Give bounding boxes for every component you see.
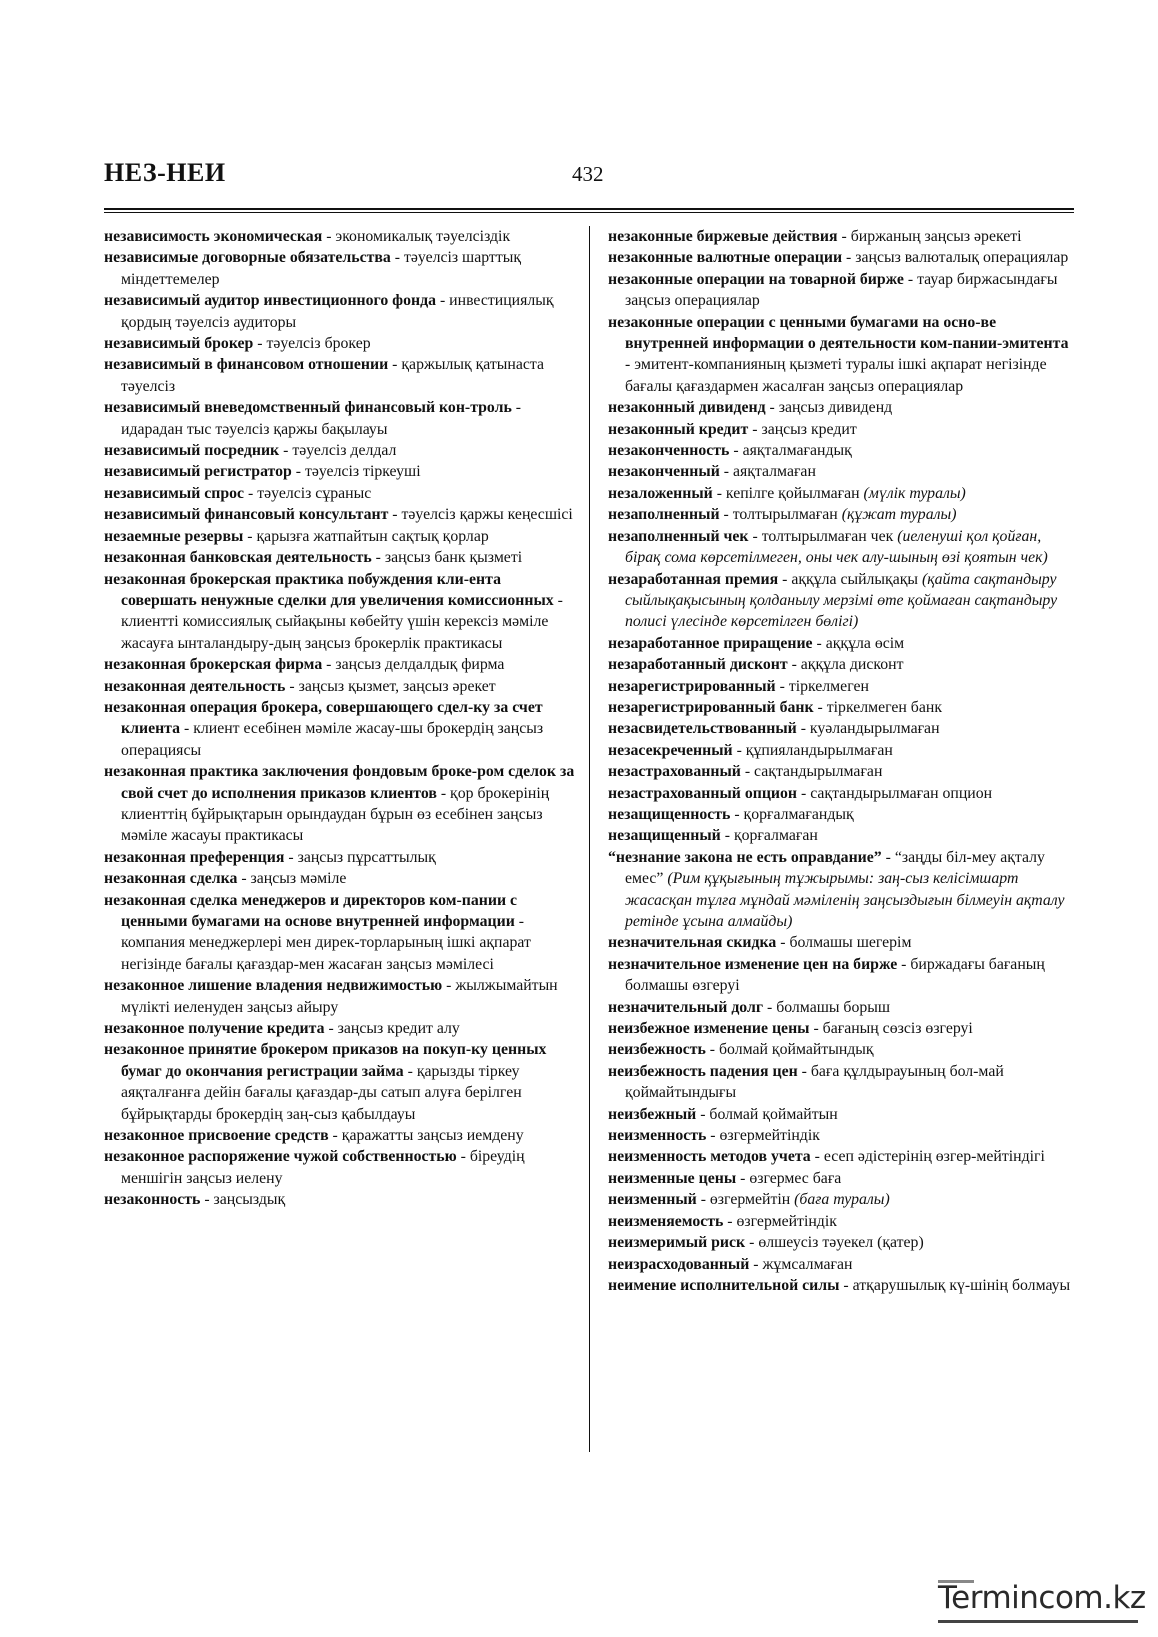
entry-term: незаконные операции на товарной бирже <box>608 270 904 288</box>
entry-translation: - тіркелмеген банк <box>813 698 942 716</box>
dictionary-entry <box>104 1125 576 1146</box>
entry-translation: - болмай қоймайтындық <box>705 1041 874 1059</box>
entry-translation: - аққұла сыйлықақы <box>778 570 922 588</box>
site-watermark <box>938 1580 1148 1624</box>
entry-term: незаконный дивиденд <box>608 399 766 417</box>
entry-term: неизмеримый риск <box>608 1234 746 1252</box>
entry-term: “незнание закона не есть оправдание” <box>608 848 882 866</box>
dictionary-entry <box>608 1189 1076 1210</box>
entry-translation: - заңсыз банк қызметі <box>371 549 523 567</box>
entry-translation: - аяқталмаған <box>719 463 816 481</box>
entry-translation: - өзгермейтін <box>696 1191 795 1209</box>
entry-term: незаконное получение кредита <box>104 1020 325 1038</box>
entry-term: незаконная сделка менеджеров и директоров ком-пании с ценными бумагами на основе внутренней информации <box>104 891 518 930</box>
entry-note: (баға туралы) <box>794 1191 890 1209</box>
entry-translation: - биржаның заңсыз әрекеті <box>837 228 1022 245</box>
entry-translation: - биржадағы бағаның болмашы өзгеруі <box>625 955 1045 995</box>
entry-translation: - тәуелсіз брокер <box>253 335 371 353</box>
entry-term: незаработанный дисконт <box>608 656 788 674</box>
dictionary-entry <box>104 547 576 568</box>
entry-term: неимение исполнительной силы <box>608 1276 840 1294</box>
entry-term: незастрахованный опцион <box>608 784 798 802</box>
entry-term: незаконная операция брокера, совершающего сдел-ку за счет клиента <box>104 698 543 738</box>
entry-translation: - болмашы борыш <box>763 998 891 1016</box>
entry-term: независимый аудитор инвестиционного фонда <box>104 292 436 310</box>
dictionary-entry <box>104 247 576 290</box>
entry-translation: - қорғалмағандық <box>730 805 854 823</box>
dictionary-entry <box>608 761 1076 782</box>
dictionary-entry <box>104 461 576 482</box>
dictionary-entry <box>608 740 1076 761</box>
dictionary-entry <box>104 226 576 247</box>
dictionary-entry <box>104 440 576 461</box>
entry-translation: - қарызға жатпайтын сақтық қорлар <box>243 527 489 545</box>
dictionary-entry <box>608 1254 1076 1275</box>
entry-term: неизрасходованный <box>608 1255 750 1273</box>
entry-translation: - инвестициялық қордың тәуелсіз аудиторы <box>121 292 554 331</box>
entry-term: незаконное принятие брокером приказов на покуп-ку ценных бумаг до окончания регистрации займа <box>104 1041 547 1080</box>
entry-term: незаполненный чек <box>608 527 749 545</box>
entry-translation: - заңсыз делдалдық фирма <box>322 656 505 674</box>
entry-translation: - болмашы шегерім <box>776 934 912 952</box>
header-rule-thin <box>104 212 1074 213</box>
entry-translation: - экономикалық тәуелсіздік <box>322 228 511 245</box>
entry-term: незаемные резервы <box>104 527 244 545</box>
dictionary-entry <box>608 718 1076 739</box>
entry-term: незаконная преференция <box>104 848 285 866</box>
dictionary-entry <box>104 847 576 868</box>
dictionary-entry <box>608 226 1076 247</box>
entry-translation: - қорғалмаған <box>720 827 818 845</box>
entry-term: незаконная брокерская практика побуждения кли-ента совершать ненужные сделки для увеличения комиссионных <box>104 570 554 609</box>
entry-term: незаконная сделка <box>104 870 238 888</box>
dictionary-entry <box>608 676 1076 697</box>
entry-term: незаконные биржевые действия <box>608 228 838 245</box>
dictionary-entry <box>104 890 576 976</box>
dictionary-entry <box>608 654 1076 675</box>
entry-translation: - қарызды тіркеу аяқталғанға дейін бағалы қағаздар-ды сатып алуға берілген бұйрықтарды брокердің заң-сыз қабылдауы <box>121 1062 522 1123</box>
entry-translation: - құпияландырылмаған <box>732 741 893 759</box>
entry-translation: - заңсыз валюталық операциялар <box>842 249 1069 267</box>
entry-term: независимый в финансовом отношении <box>104 356 389 374</box>
entry-translation: - қаражатты заңсыз иемдену <box>328 1127 524 1145</box>
dictionary-entry <box>608 569 1076 633</box>
dictionary-entry <box>608 932 1076 953</box>
entry-translation: - заңсыз мәміле <box>237 870 347 888</box>
entry-translation: - аққұла өсім <box>812 634 905 652</box>
entry-term: незаконное распоряжение чужой собственностью <box>104 1148 457 1166</box>
watermark-text: Termincom.kz <box>938 1580 1146 1616</box>
entry-term: неизменяемость <box>608 1212 724 1230</box>
entry-term: незаконченность <box>608 442 730 460</box>
entry-term: незаконное присвоение средств <box>104 1127 329 1145</box>
entry-translation: - заңсыз пұрсаттылық <box>284 848 436 866</box>
dictionary-entry <box>608 312 1076 398</box>
entry-translation: - өзгермейтіндік <box>706 1127 820 1145</box>
dictionary-entry <box>608 997 1076 1018</box>
entry-note: (Рим құқығының тұжырымы: заң-сыз келісімшарт жасасқан тұлға мұндай мәміленің заңсыздығын білмеуін ақталу ретінде ұсына алмайды) <box>625 870 1065 930</box>
dictionary-entry <box>104 1146 576 1189</box>
dictionary-entry <box>608 1275 1076 1296</box>
dictionary-entry <box>104 569 576 655</box>
dictionary-entry <box>104 1189 576 1210</box>
entry-translation: - заңсыз дивиденд <box>765 399 893 417</box>
dictionary-entry <box>608 633 1076 654</box>
entry-term: независимый брокер <box>104 335 254 353</box>
dictionary-entry <box>608 247 1076 268</box>
dictionary-entry <box>104 868 576 889</box>
dictionary-entry <box>608 1039 1076 1060</box>
entry-term: незначительное изменение цен на бирже <box>608 955 898 973</box>
dictionary-entry <box>104 975 576 1018</box>
entry-translation: - қор брокерінің клиенттің бұйрықтарын орындаудан бұрын өз есебінен заңсыз мәміле жасауы практикасы <box>121 784 550 845</box>
dictionary-entry <box>104 1018 576 1039</box>
entry-translation: - тәуелсіз шарттық міндеттемелер <box>121 249 522 288</box>
entry-term: незарегистрированный банк <box>608 698 814 716</box>
entry-translation: - тіркелмеген <box>775 677 869 695</box>
column-divider <box>589 226 590 1452</box>
entry-term: незаконные валютные операции <box>608 249 843 267</box>
entry-translation: - эмитент-компанияның қызметі туралы ішкі ақпарат негізінде бағалы қағаздармен жасалған заңсыз операциялар <box>625 356 1047 395</box>
entry-translation: - бағаның сөзсіз өзгеруі <box>809 1020 973 1038</box>
entry-term: независимые договорные обязательства <box>104 249 391 267</box>
dictionary-entry <box>608 825 1076 846</box>
entry-translation: - толтырылмаған чек <box>748 527 898 545</box>
entry-translation: - клиентті комиссиялық сыйақыны көбейту үшін керексіз мәміле жасауға ынталандыру-дың заңсыз брокерлік практикасы <box>121 591 563 652</box>
entry-translation: - аққұла дисконт <box>787 656 904 674</box>
entry-translation: - куәландырылмаған <box>796 720 940 738</box>
dictionary-entry <box>104 504 576 525</box>
entry-translation: - тауар биржасындағы заңсыз операциялар <box>625 270 1058 310</box>
entry-term: независимый вневедомственный финансовый кон-троль <box>104 399 512 417</box>
entry-term: незначительная скидка <box>608 934 777 952</box>
dictionary-entry <box>608 440 1076 461</box>
dictionary-entry <box>608 783 1076 804</box>
right-column <box>608 226 1076 1296</box>
entry-term: независимый посредник <box>104 442 280 460</box>
entry-translation: - тәуелсіз сұраныс <box>244 484 372 502</box>
entry-translation: - заңсыз кредит <box>748 420 857 438</box>
entry-note: (мүлік туралы) <box>863 484 966 502</box>
entry-translation: - тәуелсіз қаржы кеңесшісі <box>388 506 573 524</box>
dictionary-entry <box>104 526 576 547</box>
entry-translation: - тәуелсіз делдал <box>279 442 397 460</box>
entry-term: неизменный <box>608 1191 697 1209</box>
dictionary-entry <box>104 354 576 397</box>
entry-translation: - есеп әдістерінің өзгер-мейтіндігі <box>810 1148 1045 1166</box>
dictionary-entry <box>104 397 576 440</box>
entry-translation: - баға құлдырауының бол-май қоймайтындығы <box>625 1062 1004 1102</box>
entry-translation: - болмай қоймайтын <box>696 1105 838 1123</box>
entry-term: незаконные операции с ценными бумагами на осно-ве внутренней информации о деятельности ком-пании-эмитента <box>608 313 1069 353</box>
page-header-title: НЕЗ-НЕИ <box>104 158 226 187</box>
entry-term: незаконность <box>104 1191 201 1209</box>
entry-translation: - “заңды біл-меу ақталу емес” <box>625 848 1045 888</box>
dictionary-entry <box>104 290 576 333</box>
entry-term: незаконный кредит <box>608 420 749 438</box>
entry-term: неизбежность <box>608 1041 706 1059</box>
dictionary-entry <box>608 397 1076 418</box>
page-number: 432 <box>572 162 604 186</box>
entry-term: неизменные цены <box>608 1169 737 1187</box>
entry-translation: - өзгермес баға <box>736 1169 842 1187</box>
entry-term: неизбежное изменение цены <box>608 1020 810 1038</box>
entry-term: незаработанное приращение <box>608 634 813 652</box>
dictionary-entry <box>608 804 1076 825</box>
dictionary-entry <box>608 847 1076 933</box>
dictionary-entry <box>608 504 1076 525</box>
entry-term: незаконченный <box>608 463 720 481</box>
entry-term: независимый регистратор <box>104 463 292 481</box>
entry-translation: - сақтандырылмаған <box>740 763 883 781</box>
entry-translation: - толтырылмаған <box>719 506 842 524</box>
dictionary-entry <box>608 1146 1076 1167</box>
entry-translation: - заңсыз қызмет, заңсыз әрекет <box>285 677 496 695</box>
entry-term: незаработанная премия <box>608 570 779 588</box>
entry-translation: - өзгермейтіндік <box>723 1212 837 1230</box>
dictionary-entry <box>608 1104 1076 1125</box>
dictionary-entry <box>608 269 1076 312</box>
dictionary-entry <box>608 461 1076 482</box>
dictionary-entry <box>104 1039 576 1125</box>
left-column <box>104 226 576 1211</box>
entry-translation: - біреудің меншігін заңсыз иелену <box>121 1148 525 1187</box>
entry-note: (құжат туралы) <box>841 506 957 524</box>
entry-term: неизбежность падения цен <box>608 1062 798 1080</box>
dictionary-entry <box>608 483 1076 504</box>
entry-translation: - тәуелсіз тіркеуші <box>291 463 421 481</box>
entry-term: независимый финансовый консультант <box>104 506 389 524</box>
entry-translation: - өлшеусіз тәуекел (қатер) <box>745 1234 924 1252</box>
entry-translation: - атқарушылық кү-шінің болмауы <box>839 1276 1071 1294</box>
entry-term: незащищенность <box>608 805 731 823</box>
entry-note: (иеленуші қол қойған, бірақ сома көрсетілмеген, оны чек алу-шының өзі қоятын чек) <box>625 527 1048 567</box>
dictionary-entry <box>608 1061 1076 1104</box>
dictionary-entry <box>608 697 1076 718</box>
dictionary-entry <box>104 697 576 761</box>
entry-translation: - жұмсалмаған <box>749 1255 853 1273</box>
entry-term: незаполненный <box>608 506 720 524</box>
entry-term: незаложенный <box>608 484 713 502</box>
entry-term: незаконная брокерская фирма <box>104 656 323 674</box>
entry-translation: - идарадан тыс тәуелсіз қаржы бақылауы <box>121 399 522 438</box>
dictionary-entry <box>608 526 1076 569</box>
entry-translation: - аяқталмағандық <box>729 442 852 460</box>
entry-term: незастрахованный <box>608 763 741 781</box>
entry-term: независимый спрос <box>104 484 245 502</box>
entry-term: незначительный долг <box>608 998 764 1016</box>
entry-term: неизменность <box>608 1127 707 1145</box>
entry-term: незасекреченный <box>608 741 733 759</box>
dictionary-entry <box>104 761 576 847</box>
entry-term: независимость экономическая <box>104 228 323 245</box>
entry-term: незарегистрированный <box>608 677 776 695</box>
entry-term: неизбежный <box>608 1105 697 1123</box>
dictionary-entry <box>104 333 576 354</box>
entry-translation: - қаржылық қатынаста тәуелсіз <box>121 356 544 395</box>
header-rule-thick <box>104 208 1074 210</box>
entry-term: незаконная банковская деятельность <box>104 549 372 567</box>
dictionary-entry <box>104 654 576 675</box>
entry-translation: - кепілге қойылмаған <box>712 484 864 502</box>
entry-translation: - компания менеджерлері мен дирек-торларының ішкі ақпарат негізінде бағалы қағаздар-мен жасаған заңсыз мәмілесі <box>121 913 531 973</box>
entry-term: незасвидетельствованный <box>608 720 797 738</box>
dictionary-entry <box>104 483 576 504</box>
dictionary-entry <box>104 676 576 697</box>
entry-term: незаконная деятельность <box>104 677 286 695</box>
dictionary-entry <box>608 419 1076 440</box>
entry-note: (қайта сақтандыру сыйлықақысының қолданылу мерзімі өте қоймаған сақтандыру полисі үлесінде көрсетілген бөлігі) <box>625 570 1058 631</box>
dictionary-entry <box>608 954 1076 997</box>
dictionary-entry <box>608 1125 1076 1146</box>
dictionary-entry <box>608 1211 1076 1232</box>
watermark-underline <box>938 1620 1138 1623</box>
dictionary-entry <box>608 1232 1076 1253</box>
entry-translation: - заңсыз кредит алу <box>324 1020 460 1038</box>
entry-translation: - клиент есебінен мәміле жасау-шы брокердің заңсыз операциясы <box>121 720 544 759</box>
entry-translation: - сақтандырылмаған опцион <box>797 784 993 802</box>
entry-term: незаконное лишение владения недвижимостью <box>104 977 443 995</box>
entry-term: незащищенный <box>608 827 721 845</box>
entry-translation: - заңсыздық <box>200 1191 286 1209</box>
dictionary-entry <box>608 1168 1076 1189</box>
dictionary-entry <box>608 1018 1076 1039</box>
entry-translation: - жылжымайтын мүлікті иеленуден заңсыз айыру <box>121 977 558 1016</box>
entry-term: незаконная практика заключения фондовым броке-ром сделок за свой счет до исполнения приказов клиентов <box>104 763 575 802</box>
entry-term: неизменность методов учета <box>608 1148 811 1166</box>
